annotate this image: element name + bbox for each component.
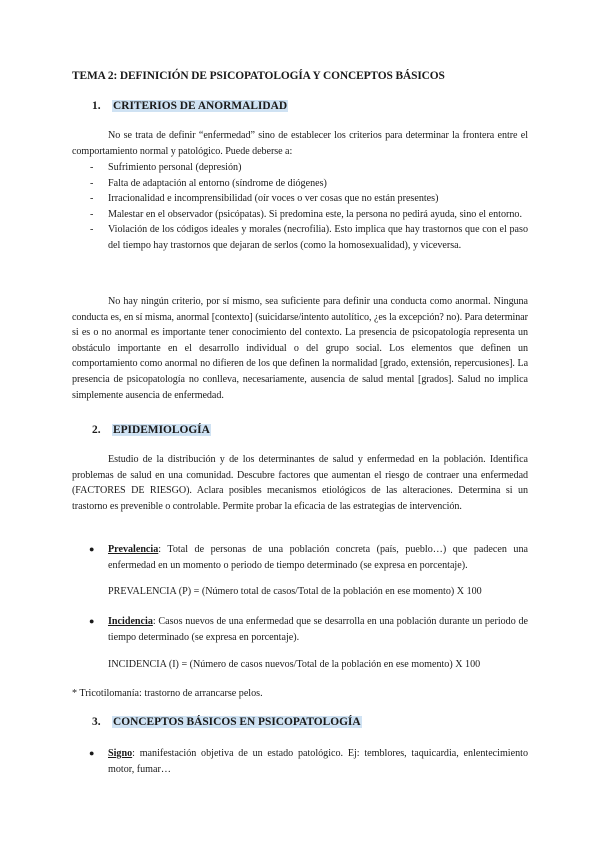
section-1-paragraph-2: No hay ningún criterio, por sí mismo, sea suficiente para definir una conducta como anormal. Ninguna conducta es, en sí misma, anormal [contexto] (suicidarse/intento autolítico, ¿es la excepción? no). Para determinar si es o no anormal es importante tener conocimiento del contexto. La presencia de psicopatología representa un obstáculo importante en el desarrollo individual o del grupo social. Los elementos que definen un comportamiento como anormal no difieren de los que definen la normalidad [grado, extensión, repercusiones]. La presencia de psicopatología no conlleva, necesariamente, ausencia de salud mental [grados]. Salud no implica simplemente ausencia de enfermedad.	[72, 296, 528, 401]
prevalence-term: Prevalencia	[108, 544, 159, 555]
incidence-item: ● Incidencia: Casos nuevos de una enfermedad que se desarrolla en una población durante un periodo de tiempo determinado (se expresa en porcentaje).	[89, 616, 528, 643]
bullet-icon: ●	[89, 616, 95, 626]
prevalence-formula: PREVALENCIA (P) = (Número total de casos/Total de la población en ese momento) X 100	[108, 586, 482, 597]
section-3-title: CONCEPTOS BÁSICOS EN PSICOPATOLOGÍA	[113, 716, 361, 728]
section-1-intro: No se trata de definir “enfermedad” sino de establecer los criterios para determinar la frontera entre el comportamiento normal y patológico. Puede deberse a:	[72, 130, 528, 157]
section-1-title: CRITERIOS DE ANORMALIDAD	[113, 100, 288, 112]
bullet-icon: ●	[89, 748, 95, 758]
list-item: - Violación de los códigos ideales y morales (necrofilia). Esto implica que hay trastornos que con el paso del tiempo hay trastornos que dejaran de serlos (como la homosexualidad), y viceversa.	[90, 222, 528, 253]
section-1-heading	[92, 100, 288, 112]
bullet-icon: ●	[89, 544, 95, 554]
list-item: - Sufrimiento personal (depresión)	[90, 160, 528, 176]
list-item: - Malestar en el observador (psicópatas). Si predomina este, la persona no pedirá ayuda, sino el entorno.	[90, 207, 528, 223]
incidence-formula: INCIDENCIA (I) = (Número de casos nuevos/Total de la población en ese momento) X 100	[108, 659, 481, 670]
section-2-title: EPIDEMIOLOGÍA	[113, 424, 210, 436]
sign-item: ● Signo: manifestación objetiva de un estado patológico. Ej: temblores, taquicardia, enlentecimiento motor, fumar…	[89, 748, 528, 775]
document-title: TEMA 2: DEFINICIÓN DE PSICOPATOLOGÍA Y CONCEPTOS BÁSICOS	[72, 70, 445, 82]
section-1-number: 1.	[92, 100, 101, 112]
prevalence-item: ● Prevalencia: Total de personas de una población concreta (país, pueblo…) que padecen una enfermedad en un momento o periodo de tiempo determinado (se expresa en porcentaje).	[89, 544, 528, 571]
section-2-number: 2.	[92, 424, 101, 436]
footnote: * Tricotilomanía: trastorno de arrancarse pelos.	[72, 688, 263, 699]
section-2-paragraph: Estudio de la distribución y de los determinantes de salud y enfermedad en la población. Identifica problemas de salud en una comunidad. Descubre factores que aumentan el riesgo de contraer una enfermedad (FACTORES DE RIESGO). Aclara posibles mecanismos etiológicos de las alteraciones. Determina si un trastorno es prevenible o controlable. Permite probar la eficacia de las estrategias de intervención.	[72, 454, 528, 512]
section-3-number: 3.	[92, 716, 101, 728]
list-item: - Falta de adaptación al entorno (síndrome de diógenes)	[90, 176, 528, 192]
incidence-term: Incidencia	[108, 616, 153, 627]
criteria-list	[90, 160, 528, 254]
section-2-heading	[92, 424, 211, 436]
sign-term: Signo	[108, 748, 133, 759]
section-3-heading	[92, 716, 362, 728]
list-item: - Irracionalidad e incomprensibilidad (oír voces o ver cosas que no están presentes)	[90, 191, 528, 207]
